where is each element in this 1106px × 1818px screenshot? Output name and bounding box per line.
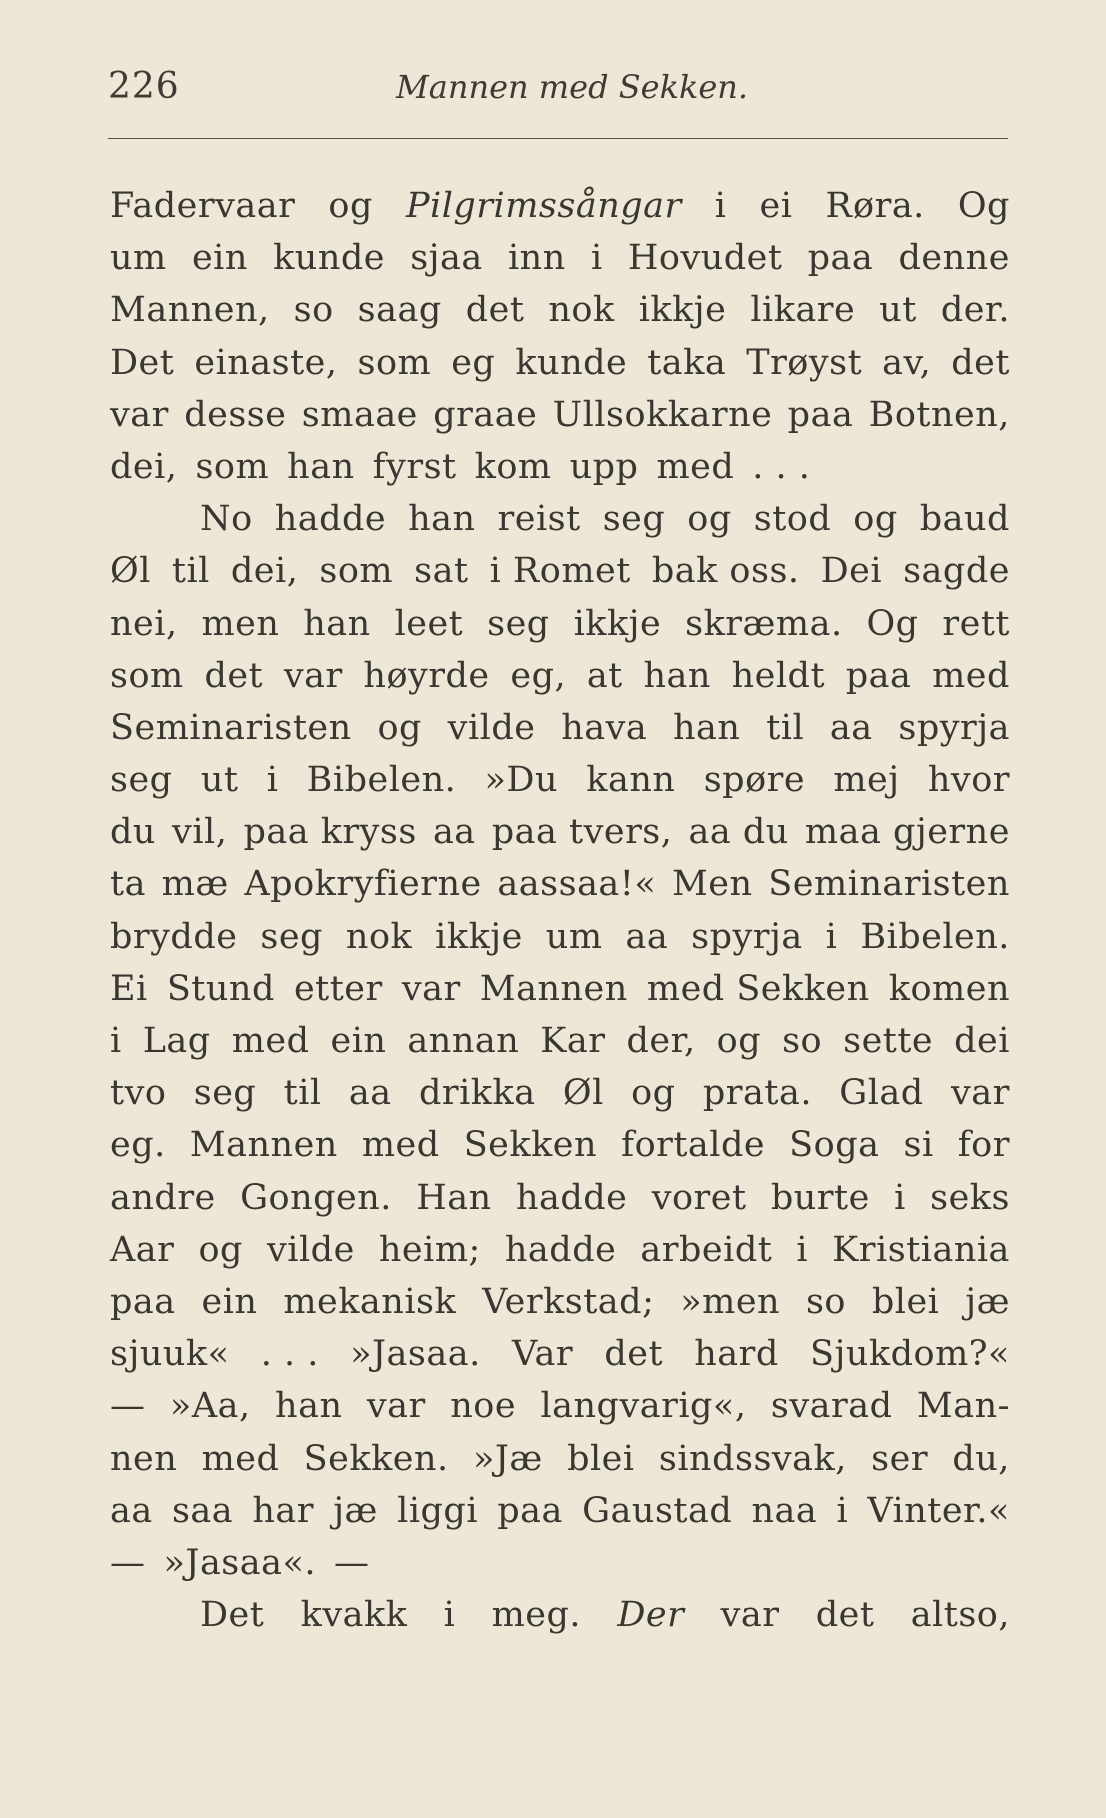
word: i (443, 1595, 456, 1636)
word: Mannen, (110, 290, 270, 331)
word: upp (569, 446, 639, 487)
word: han (643, 655, 711, 696)
word: inn (507, 238, 566, 279)
word: ein (191, 238, 248, 279)
word: Sekken (463, 1125, 598, 1166)
word: ein (330, 1021, 387, 1061)
word: hava (561, 707, 648, 748)
word: der, (626, 1021, 696, 1061)
word: med Sekken (646, 968, 870, 1009)
word: hard (694, 1334, 779, 1375)
word: seks (930, 1177, 1010, 1218)
word: han (275, 1386, 343, 1427)
word: arbeidt (640, 1229, 773, 1270)
word: paa (787, 394, 854, 435)
word: han (408, 499, 476, 540)
word: Aar (110, 1229, 175, 1270)
word: seg (487, 603, 550, 644)
word: dei, (230, 551, 299, 592)
text-line (110, 1589, 1010, 1641)
word: hvor (927, 760, 1010, 801)
word: Mannen (479, 968, 628, 1009)
word: aa (829, 707, 873, 748)
word: seg (602, 499, 666, 540)
word: Øl (562, 1073, 604, 1114)
text-line (110, 1433, 1010, 1485)
word: Sekken. (303, 1438, 449, 1479)
word: si (903, 1125, 934, 1166)
word: etter (293, 968, 383, 1009)
word: ikkje (638, 290, 727, 331)
word: skræma. (685, 603, 843, 644)
word: nen (110, 1438, 178, 1479)
word: Man- (916, 1386, 1010, 1427)
word: — (334, 1542, 370, 1583)
word: aassaa!« (497, 864, 657, 905)
word: mej (833, 760, 900, 801)
word: Fadervaar (110, 186, 296, 226)
word: denne (898, 238, 1010, 279)
body-text (110, 180, 1010, 1641)
word: vilde (447, 707, 536, 748)
word: spyrja (898, 707, 1010, 748)
word: seg (193, 1073, 257, 1114)
word: som (110, 655, 184, 696)
word: desse (184, 394, 287, 435)
word: han (673, 707, 741, 748)
word: høyrde (363, 655, 490, 696)
word: saa (171, 1490, 234, 1531)
word: blei (871, 1281, 940, 1322)
word: var (110, 394, 169, 435)
text-line (110, 284, 1010, 336)
word: det (465, 290, 525, 331)
word: Øl (110, 551, 151, 592)
word: Der (617, 1595, 685, 1636)
word: Glad (839, 1073, 924, 1114)
word: Kar (540, 1021, 606, 1061)
word: »Jasaa«. (163, 1542, 317, 1583)
word: til (171, 551, 210, 592)
word: Kristiania (832, 1229, 1010, 1270)
word: spøre (703, 760, 806, 801)
word: i (110, 1021, 122, 1061)
word: ei (759, 186, 793, 226)
word: fyrst (372, 446, 457, 487)
word: naa (751, 1490, 818, 1531)
word: det (951, 342, 1010, 383)
word: so (293, 290, 334, 331)
word: aa du (688, 812, 789, 853)
word: heldt (731, 655, 826, 696)
word: jæ (965, 1281, 1010, 1322)
text-line (110, 180, 1010, 232)
text-line (110, 441, 1010, 493)
text-line (110, 1015, 1010, 1067)
word: Røra. (825, 186, 925, 226)
word: langvarig«, (540, 1386, 747, 1427)
word: det (604, 1334, 664, 1375)
word: ut (879, 290, 917, 331)
word: Gongen. (240, 1177, 392, 1218)
word: ikkje (435, 916, 523, 957)
word: reist (497, 499, 581, 540)
word: av, (882, 342, 932, 383)
word: det (204, 655, 264, 696)
word: og (377, 707, 422, 748)
word: — (110, 1386, 146, 1427)
word: for (957, 1125, 1010, 1166)
word: komen (888, 968, 1010, 1009)
word: burte (770, 1177, 870, 1218)
word: og (328, 186, 373, 226)
text-line (110, 545, 1010, 597)
word: leet (394, 603, 464, 644)
word: Men (671, 864, 753, 905)
word: mæ (161, 864, 229, 905)
word: paa (497, 1490, 563, 1531)
word: . . . (260, 1334, 319, 1375)
word: i (714, 186, 727, 226)
word: var (401, 968, 461, 1009)
word: baud (919, 499, 1010, 540)
running-title: Mannen med Sekken. (396, 68, 749, 106)
word: heim; (378, 1229, 481, 1270)
word: i (825, 916, 838, 957)
word: Soga (789, 1125, 880, 1166)
word: var (283, 655, 343, 696)
word: i (266, 760, 279, 801)
word: jæ (333, 1490, 378, 1531)
word: Apokryfierne (244, 864, 482, 905)
word: annan (407, 1021, 520, 1061)
word: var (366, 1386, 426, 1427)
word: so (805, 1281, 846, 1322)
text-line (110, 1119, 1010, 1171)
word: stod (753, 499, 832, 540)
word: um (545, 916, 603, 957)
word: han (287, 446, 355, 487)
word: likare (750, 290, 856, 331)
text-line (110, 493, 1010, 545)
word: altso, (910, 1595, 1010, 1636)
word: aa (348, 1073, 392, 1114)
word: Gaustad (582, 1490, 733, 1531)
word: Mannen (189, 1125, 338, 1166)
word: paa tvers, (491, 812, 673, 853)
word: nei, (110, 603, 178, 644)
word: dei (954, 1021, 1010, 1061)
word: som (195, 446, 270, 487)
word: ser (871, 1438, 929, 1479)
word: hadde (515, 1177, 628, 1218)
word: aa (432, 812, 476, 853)
word: med (361, 1125, 440, 1166)
word: Ei (110, 968, 148, 1009)
word: rett (942, 603, 1010, 644)
word: sjaa (410, 238, 483, 279)
text-line (110, 754, 1010, 806)
word: »Du (484, 760, 559, 801)
text-line (110, 702, 1010, 754)
word: Han (416, 1177, 492, 1218)
word: Trøyst (746, 342, 863, 383)
word: Dei (820, 551, 883, 592)
word: noe (450, 1386, 517, 1427)
word: var (951, 1073, 1010, 1114)
word: liggi (397, 1490, 479, 1531)
word: at (586, 655, 623, 696)
word: kvakk (300, 1595, 408, 1636)
word: Det (110, 342, 175, 383)
word: Ullsokkarne (552, 394, 773, 435)
word: Lag (142, 1021, 211, 1061)
word: meg. (491, 1595, 582, 1636)
word: »Jasaa. (350, 1334, 481, 1375)
word: andre (110, 1177, 216, 1218)
text-line (110, 1328, 1010, 1380)
word: Stund (166, 968, 275, 1009)
word: i (796, 1229, 809, 1270)
word: dei, (110, 446, 178, 487)
word: so (782, 1021, 823, 1061)
word: i Romet (489, 551, 631, 592)
text-line (110, 598, 1010, 650)
word: saag (357, 290, 442, 331)
text-line (110, 1172, 1010, 1224)
word: og (853, 499, 898, 540)
page-number: 226 (108, 66, 180, 107)
word: maa gjerne (804, 812, 1010, 853)
word: Og (957, 186, 1010, 226)
word: Verkstad; (482, 1281, 655, 1322)
word: og (687, 499, 732, 540)
text-line (110, 858, 1010, 910)
text-line (110, 232, 1010, 284)
word: hadde (504, 1229, 617, 1270)
word: einaste, (194, 342, 338, 383)
text-line (110, 650, 1010, 702)
word: kom (474, 446, 552, 487)
word: sagde (903, 551, 1010, 592)
text-line (110, 1067, 1010, 1119)
word: eg (451, 342, 496, 383)
word: sindssvak, (658, 1438, 847, 1479)
word: . . . (752, 446, 811, 487)
word: i (894, 1177, 906, 1218)
word: hadde (274, 499, 387, 540)
word: til (766, 707, 805, 748)
word: ikkje (573, 603, 662, 644)
word: til (283, 1073, 322, 1114)
word: eg. (110, 1125, 166, 1166)
text-line (110, 911, 1010, 963)
word: fortalde (621, 1125, 766, 1166)
word: Seminaristen (768, 864, 1010, 905)
text-line (110, 1224, 1010, 1276)
header-rule (108, 138, 1008, 139)
text-line (110, 806, 1010, 858)
word: aa (110, 1490, 153, 1531)
word: og (716, 1021, 762, 1061)
word: sette (843, 1021, 934, 1061)
word: Det (200, 1595, 265, 1636)
word: voret (651, 1177, 747, 1218)
word: men (201, 603, 280, 644)
word: var (720, 1595, 780, 1636)
word: du (110, 812, 156, 853)
word: »Jæ (472, 1438, 543, 1479)
word: og (631, 1073, 676, 1114)
word: Seminaristen (110, 707, 352, 748)
word: han (303, 603, 371, 644)
word: med (231, 1021, 310, 1061)
word: ut (200, 760, 239, 801)
word: som (319, 551, 394, 592)
word: vil, (172, 812, 228, 853)
word: Og (866, 603, 919, 644)
word: kunde (515, 342, 628, 383)
word: paa (845, 655, 912, 696)
word: bak oss. (651, 551, 800, 592)
word: Hovudet (627, 238, 783, 279)
word: mekanisk (283, 1281, 457, 1322)
word: som (357, 342, 432, 383)
word: Bibelen. (306, 760, 457, 801)
word: paa kryss (243, 812, 417, 853)
text-line (110, 389, 1010, 441)
word: »Aa, (169, 1386, 251, 1427)
word: du, (952, 1438, 1010, 1479)
word: i (590, 238, 603, 279)
word: graae (433, 394, 538, 435)
text-line (110, 963, 1010, 1015)
page-header (108, 62, 1008, 112)
word: ein (201, 1281, 258, 1322)
word: med (656, 446, 735, 487)
word: paa (110, 1281, 176, 1322)
word: brydde (110, 916, 238, 957)
word: nok (345, 916, 413, 957)
text-line (110, 1276, 1010, 1328)
word: »men (680, 1281, 781, 1322)
word: seg (260, 916, 323, 957)
word: No (200, 499, 253, 540)
word: Bibelen. (860, 916, 1010, 957)
word: svarad (770, 1386, 893, 1427)
word: Sjukdom?« (810, 1334, 1010, 1375)
word: nok (548, 290, 615, 331)
word: og (198, 1229, 243, 1270)
word: kunde (273, 238, 386, 279)
word: spyrja (691, 916, 803, 957)
word: med (201, 1438, 280, 1479)
word: seg (110, 760, 173, 801)
word: drikka (418, 1073, 536, 1114)
text-line (110, 1537, 1010, 1589)
word: — (110, 1542, 146, 1583)
word: sjuuk« (110, 1334, 230, 1375)
word: der. (940, 290, 1010, 331)
word: det (815, 1595, 875, 1636)
word: sat (414, 551, 469, 592)
word: ta (110, 864, 146, 905)
word: har (252, 1490, 314, 1531)
word: Vinter.« (867, 1490, 1010, 1531)
word: aa (625, 916, 669, 957)
word: med (932, 655, 1010, 696)
word: um (110, 238, 167, 279)
word: eg, (510, 655, 567, 696)
word: smaae (301, 394, 418, 435)
text-line (110, 1485, 1010, 1537)
word: prata. (702, 1073, 812, 1114)
word: vilde (267, 1229, 355, 1270)
word: taka (647, 342, 727, 383)
word: tvo (110, 1073, 167, 1114)
word: Pilgrimssångar (405, 186, 682, 226)
text-line (110, 337, 1010, 389)
text-line (110, 1380, 1010, 1432)
word: i (836, 1490, 849, 1531)
word: Botnen, (868, 394, 1010, 435)
word: blei (567, 1438, 635, 1479)
word: Var (511, 1334, 574, 1375)
word: kann (586, 760, 676, 801)
word: paa (807, 238, 874, 279)
